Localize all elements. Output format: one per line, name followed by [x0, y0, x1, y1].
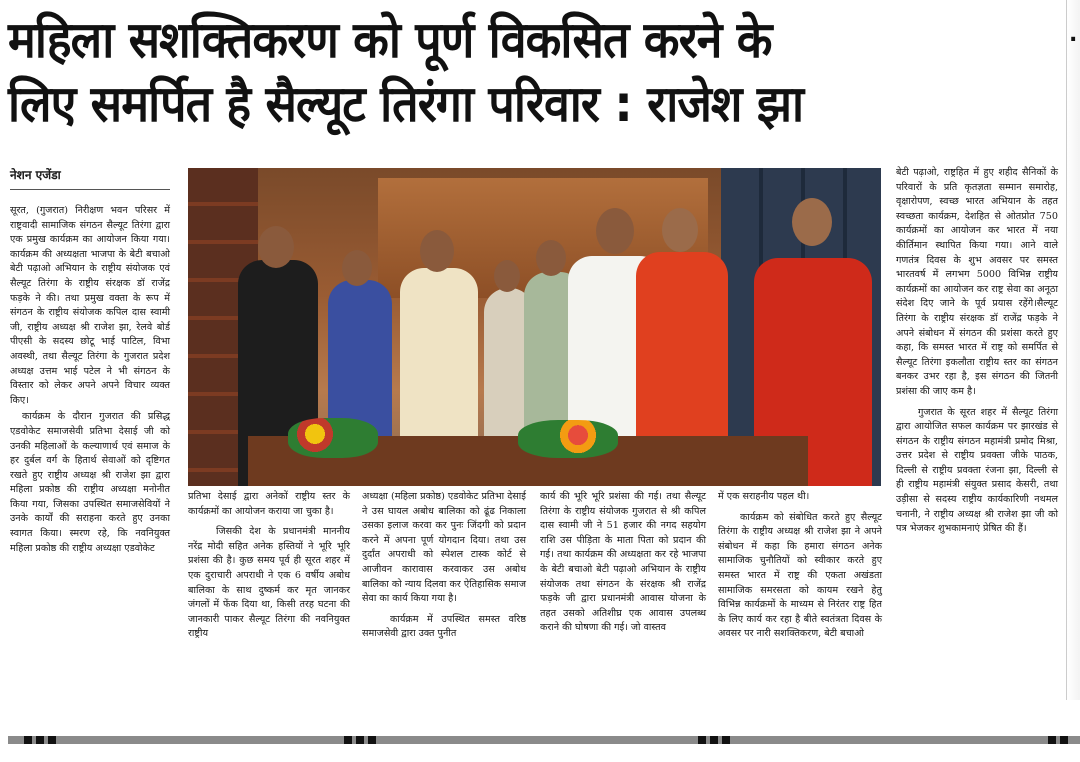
- column-3: [362, 490, 526, 642]
- column-1: [10, 204, 170, 556]
- paragraph: जिसकी देश के प्रधानमंत्री माननीय नरेंद्र मोदी सहित अनेक हस्तियों ने भूरि भूरि प्रशंसा की है। कुछ समय पूर्व ही सूरत शहर में एक दुराचारी अपराधी ने एक 6 वर्षीय अबोध बालिका के साथ दुष्कर्म कर मृत जानकर जंगलों में फेंक दिया था, किसी तरह घटना की जानकारी पाकर सैल्यूट तिरंगा की नवनियुक्त राष्ट्रीय: [188, 526, 350, 640]
- rule-mark: [344, 736, 352, 744]
- person-head: [596, 208, 634, 254]
- person-head: [792, 198, 832, 246]
- paragraph: कार्यक्रम में उपस्थित समस्त वरिष्ठ समाजसेवी द्वारा उक्त पुनीत: [362, 613, 526, 640]
- column-4: [540, 490, 706, 636]
- paragraph: कार्यक्रम के दौरान गुजरात की प्रसिद्ध एडवोकेट समाजसेवी प्रतिभा देसाई जी को उनकी महिलाओं के कल्याणार्थ एवं समाज के हर दुर्बल वर्ग के हितार्थ सेवाओं को दृष्टिगत रखते हुए राष्ट्रीय अध्यक्ष श्री राजेश झा द्वारा महिला प्रकोष्ठ की राष्ट्रीय अध्यक्षा मनोनीत किया गया, जिसका उपस्थित समाजसेवियों ने उनके कार्यों की सराहना करते हुए उनका स्वागत किया। स्मरण रहे, कि नवनियुक्त महिला प्रकोष्ठ की राष्ट्रीय अध्यक्षा एडवोकेट: [10, 411, 170, 554]
- paragraph: में एक सराहनीय पहल थी।: [718, 491, 810, 502]
- rule-mark: [368, 736, 376, 744]
- column-2: [188, 490, 350, 642]
- person-head: [342, 250, 372, 286]
- person-head: [494, 260, 520, 292]
- rule-mark: [1048, 736, 1056, 744]
- bottom-rule: [8, 736, 1080, 744]
- rule-mark: [36, 736, 44, 744]
- rule-mark: [1060, 736, 1068, 744]
- headline-line-1: महिला सशक्तिकरण को पूर्ण विकसित करने के: [8, 11, 772, 69]
- person-head: [258, 226, 294, 268]
- headline-line-2: लिए समर्पित है सैल्यूट तिरंगा परिवार : राजेश झा: [8, 75, 804, 133]
- paragraph: कार्य की भूरि भूरि प्रशंसा की गई। तथा सैल्यूट तिरंगा के राष्ट्रीय संयोजक गुजरात से श्री कपिल दास स्वामी जी ने 51 हजार की नगद सहयोग राशि उस पीड़िता के माता पिता को प्रदान की गई। तथा कार्यक्रम की अध्यक्षता कर रहे भाजपा के बेटी बचाओ बेटी पढ़ाओ अभियान के राष्ट्रीय संयोजक तथा संगठन के संरक्षक श्री राजेंद्र फड़के जी द्वारा प्रधानमंत्री आवास योजना के तहत उसको अतिशीघ्र एक आवास उपलब्ध कराने की घोषणा की गई। जो वास्तव: [540, 491, 706, 634]
- rule-mark: [24, 736, 32, 744]
- paragraph: कार्यक्रम को संबोधित करते हुए सैल्यूट तिरंगा के राष्ट्रीय अध्यक्ष श्री राजेश झा ने अपने संबोधन में कहा कि हमारा संगठन अनेक सामाजिक चुनौतियों को स्वीकार करते हुए समस्त भारत में राष्ट्र की एकता अखंडता सामाजिक समरसता को कायम रखने हेतु विभिन्न कार्यक्रमों के माध्यम से निरंतर राष्ट्र हित के लिए कार्य कर रहा है बीते स्वतंत्रता दिवस के अवसर पर नारी सशक्तिकरण, बेटी बचाओ: [718, 511, 882, 640]
- rule-mark: [698, 736, 706, 744]
- rule-mark: [48, 736, 56, 744]
- event-photo: [188, 168, 881, 486]
- rule-mark: [722, 736, 730, 744]
- paragraph: प्रतिभा देसाई द्वारा अनेकों राष्ट्रीय स्तर के कार्यक्रमों का आयोजन कराया जा चुका है।: [188, 491, 350, 517]
- person-head: [420, 230, 454, 272]
- column-6: [896, 166, 1058, 537]
- rule-mark: [356, 736, 364, 744]
- paragraph: अध्यक्षा (महिला प्रकोष्ठ) एडवोकेट प्रतिभा देसाई ने उस घायल अबोध बालिका को ढूंढ निकाला उसका इलाज करवा कर पुनः जिंदगी को प्रदान करने में अपना पूर्ण योगदान दिया। तथा उस दुर्दांत अपराधी को स्पेशल टास्क कोर्ट से आजीवन कारावास करवाकर उस अबोध बालिका को न्याय दिलवा कर ऐतिहासिक समाज सेवा का कार्य किया गया है।: [362, 491, 526, 605]
- person-head: [662, 208, 698, 252]
- paragraph: बेटी पढ़ाओ, राष्ट्रहित में हुए शहीद सैनिकों के परिवारों के प्रति कृतज्ञता सम्मान समारोह, वृक्षारोपण, स्वच्छ भारत अभियान के तहत स्वच्छता कार्यक्रम, देशहित से ओतप्रोत 750 कार्यक्रमों का आयोजन कर भारत में नया कीर्तिमान स्थापित किया गया। आने वाले गणतंत्र दिवस के शुभ अवसर पर समस्त भारतवर्ष में लगभग 5000 विभिन्न राष्ट्रीय कार्यक्रमों का आयोजन कर राष्ट्र सेवा का अनूठा संदेश दिए जाने के पूर्व प्रयास रहेंगे।सैल्यूट तिरंगा के राष्ट्रीय संरक्षक डॉ राजेंद्र फड़के ने अपने संबोधन में संगठन की प्रशंसा करते हुए कहा, कि समस्त भारत में राष्ट्र को समर्पित से सैल्यूट तिरंगा इकलौता राष्ट्रीय स्तर का संगठन बनकर उभर रहा है, इस संगठन की जितनी प्रशंसा की जाए कम है।: [896, 167, 1058, 397]
- adjacent-article-edge: .: [1066, 0, 1080, 700]
- headline: [8, 8, 975, 136]
- flower-bouquet: [518, 420, 618, 458]
- byline: नेशन एजेंडा: [10, 166, 170, 190]
- person-head: [536, 240, 566, 276]
- rule-mark: [710, 736, 718, 744]
- paragraph: गुजरात के सूरत शहर में सैल्यूट तिरंगा द्वारा आयोजित सफल कार्यक्रम पर झारखंड से संगठन के राष्ट्रीय संगठन महामंत्री प्रमोद मिश्रा, उत्तर प्रदेश से राष्ट्रीय प्रवक्ता जीके पाठक, दिल्ली से राष्ट्रीय प्रवक्ता रंजना झा, दिल्ली से ही राष्ट्रीय महामंत्री संयुक्त प्रसाद केसरी, तथा उड़ीसा से सदस्य राष्ट्रीय कार्यकारिणी नथमल चनानी, ने राष्ट्रीय अध्यक्ष श्री राजेश झा जी को पत्र भेजकर शुभकामनाएं प्रेषित की हैं।: [896, 406, 1058, 535]
- paragraph: सूरत, (गुजरात) निरीक्षण भवन परिसर में राष्ट्रवादी सामाजिक संगठन सैल्यूट तिरंगा द्वारा एक प्रमुख कार्यक्रम का आयोजन किया गया। कार्यक्रम की अध्यक्षता भाजपा के बेटी बचाओ बेटी पढ़ाओ अभियान के राष्ट्रीय संयोजक एवं सैल्यूट तिरंगा के राष्ट्रीय संरक्षक डॉ राजेंद्र फड़के ने की। तथा प्रमुख वक्ता के रूप में संगठन के राष्ट्रीय संयोजक कपिल दास स्वामी जी, राष्ट्रीय अध्यक्ष श्री राजेश झा, रेलवे बोर्ड पीएसी के सदस्य छोटू भाई पाटिल, विभा अवस्थी, तथा सैल्यूट तिरंगा के गुजरात प्रदेश अध्यक्ष उत्तम भाई पटेल ने भी संगठन के विस्तार को लेकर अपने अपने विचार व्यक्त किए।: [10, 205, 170, 406]
- column-5: [718, 490, 882, 642]
- flower-bouquet: [288, 418, 378, 458]
